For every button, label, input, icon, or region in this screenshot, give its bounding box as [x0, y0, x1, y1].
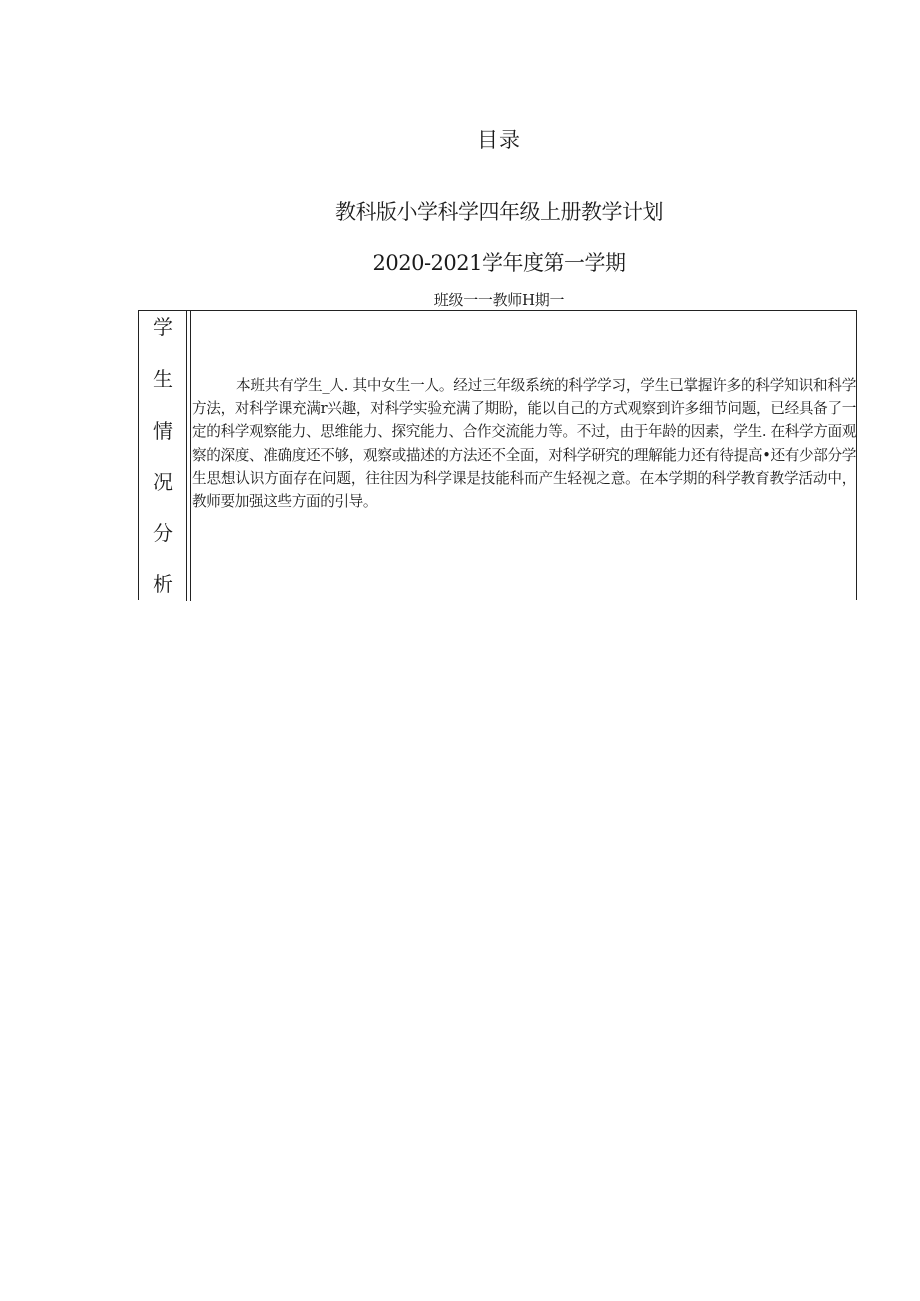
cell-divider — [190, 311, 191, 601]
row-label-cell — [139, 311, 187, 601]
row-label-char: 分 — [153, 521, 173, 545]
row-label-char: 情 — [153, 419, 173, 443]
plan-title: 教科版小学科学四年级上册教学计划 — [335, 200, 663, 224]
class-teacher-date-line: 班级一一教师H期一 — [433, 291, 565, 309]
student-analysis-table — [138, 310, 857, 600]
toc-title: 目录 — [477, 128, 521, 152]
row-label-char: 学 — [153, 315, 173, 339]
row-label-char: 况 — [153, 470, 173, 494]
row-label-char: 生 — [153, 367, 173, 391]
row-label-char: 析 — [153, 572, 173, 596]
term-title: 2020-2021学年度第一学期 — [372, 251, 626, 275]
analysis-text-cell: 本班共有学生_人. 其中女生一人。经过三年级系统的科学学习，学生已掌握许多的科学知识和科学方法，对科学课充满r兴趣，对科学实验充满了期盼，能以自己的方式观察到许多细节问题，已经具备了一定的科学观察能力、思维能力、探究能力、合作交流能力等。不过，由于年龄的因素，学生. 在科学方面观察的深度、准确度还不够，观察或描述的方法还不全面，对科学研究的理解能力还有待提高•还有少部分学生思想认识方面存在问题，往往因为科学课是技能科而产生轻视之意。在本学期的科学教育教学活动中，教师要加强这些方面的引导。 — [192, 377, 856, 511]
